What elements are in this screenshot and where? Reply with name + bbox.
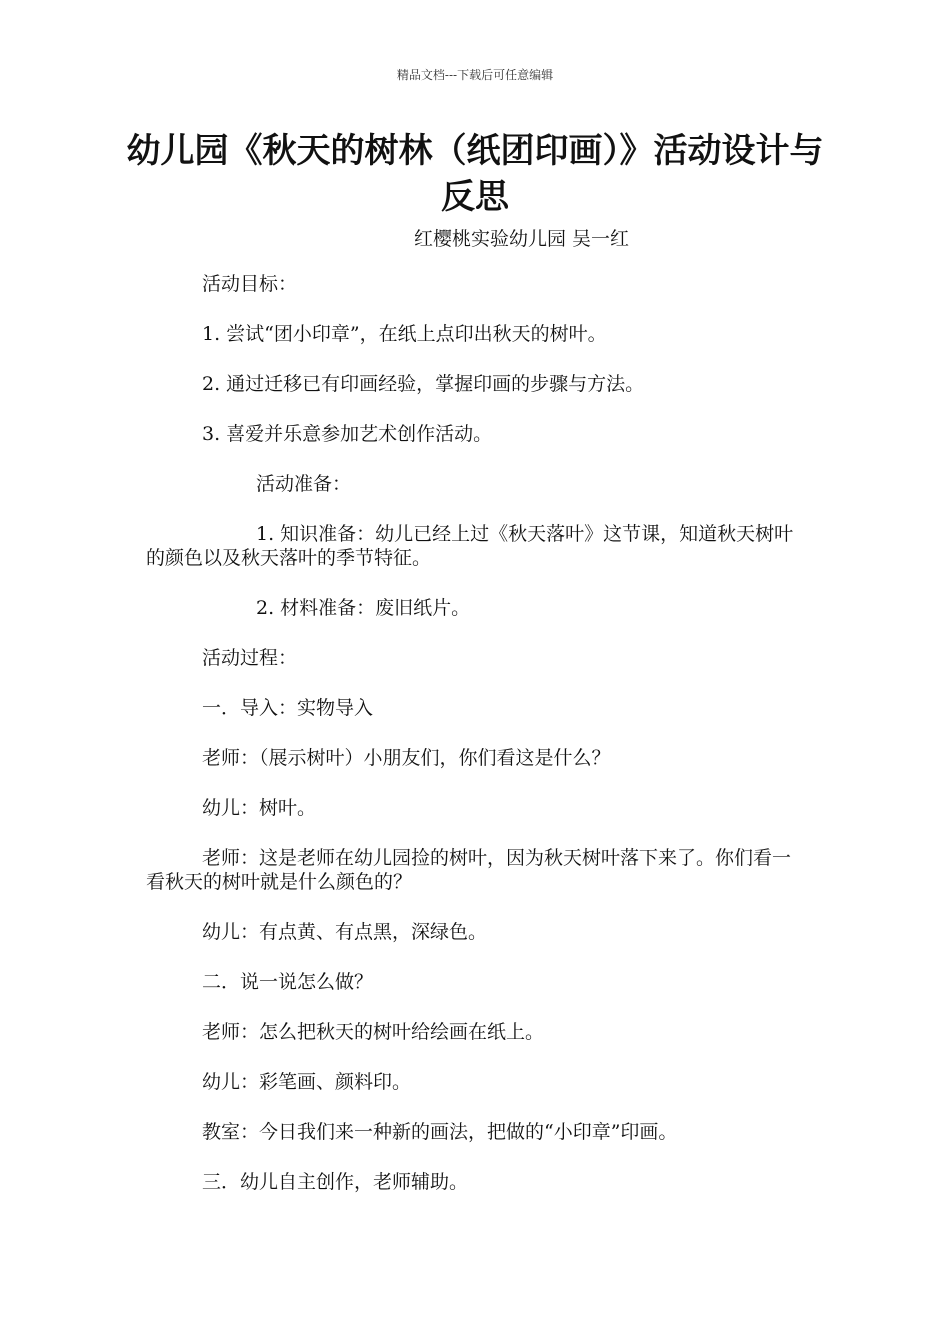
document-body (146, 272, 808, 1220)
process-step: 一．导入：实物导入 (202, 697, 374, 719)
dialogue-line: 教室：今日我们来一种新的画法，把做的“小印章”印画。 (202, 1121, 678, 1143)
section-heading-preparation: 活动准备： (256, 473, 352, 495)
dialogue-line: 幼儿：有点黄、有点黑，深绿色。 (202, 921, 488, 943)
document-title: 幼儿园《秋天的树林（纸团印画）》活动设计与反思 (126, 131, 824, 217)
process-step: 三．幼儿自主创作，老师辅助。 (202, 1171, 469, 1193)
dialogue-line: 幼儿：树叶。 (202, 797, 317, 819)
dialogue-line: 老师：（展示树叶）小朋友们，你们看这是什么？ (202, 747, 611, 769)
goal-item: 2. 通过迁移已有印画经验，掌握印画的步骤与方法。 (202, 373, 645, 395)
dialogue-line: 幼儿：彩笔画、颜料印。 (202, 1071, 412, 1093)
preparation-item: 2. 材料准备：废旧纸片。 (256, 597, 471, 619)
process-step: 二．说一说怎么做？ (202, 971, 374, 993)
page-header-note: 精品文档---下载后可任意编辑 (396, 68, 554, 82)
section-heading-process: 活动过程： (202, 647, 298, 669)
author-line: 红樱桃实验幼儿园 吴一红 (414, 228, 630, 250)
preparation-item: 1. 知识准备：幼儿已经上过《秋天落叶》这节课，知道秋天树叶的颜色以及秋天落叶的季节特征。 (146, 523, 794, 569)
section-heading-goals: 活动目标： (202, 273, 298, 295)
goal-item: 1. 尝试“团小印章”，在纸上点印出秋天的树叶。 (202, 323, 607, 345)
goal-item: 3. 喜爱并乐意参加艺术创作活动。 (202, 423, 493, 445)
dialogue-line: 老师：这是老师在幼儿园捡的树叶，因为秋天树叶落下来了。你们看一看秋天的树叶就是什么颜色的？ (146, 847, 792, 893)
dialogue-line: 老师：怎么把秋天的树叶给绘画在纸上。 (202, 1021, 545, 1043)
